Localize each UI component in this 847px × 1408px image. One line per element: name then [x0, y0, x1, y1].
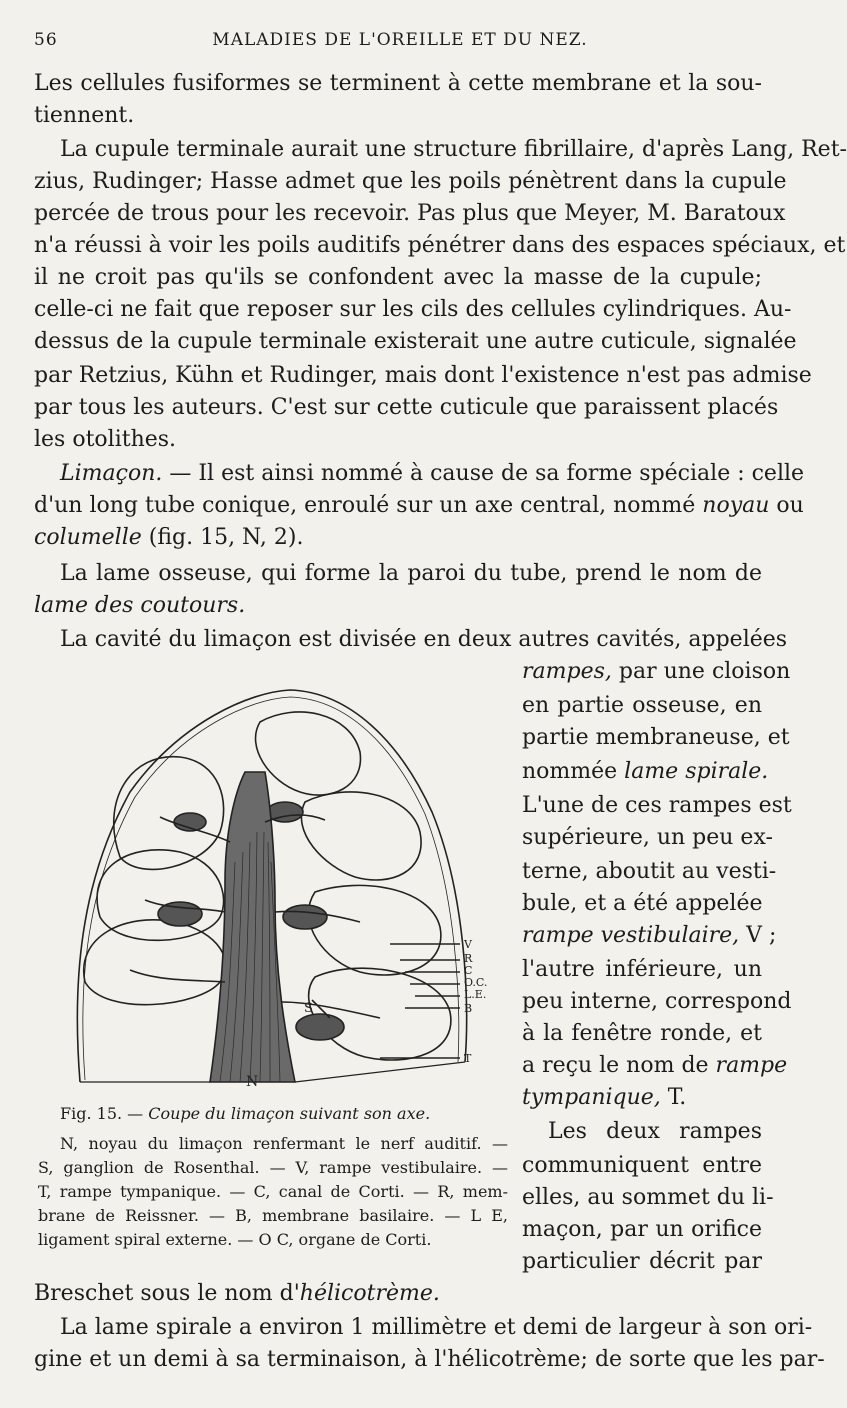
- text-line: terne, aboutit au vesti-: [522, 859, 777, 884]
- text-line: Les cellules fusiformes se terminent à cette membrane et la sou-: [34, 71, 762, 96]
- figure-number: Fig. 15. —: [60, 1104, 149, 1123]
- figure-title: Coupe du limaçon suivant son axe.: [148, 1104, 431, 1123]
- text-line: à la fenêtre ronde, et: [522, 1021, 762, 1046]
- text-line: [34, 522, 762, 554]
- page-header: [34, 30, 766, 54]
- label-le: L.E.: [464, 988, 487, 1001]
- text-line: bule, et a été appelée: [522, 891, 763, 916]
- cochlea-figure: [60, 682, 500, 1102]
- cochlea-section-illustration: [60, 682, 500, 1102]
- caption-line: brane de Reissner. — B, membrane basilaire. — L E,: [38, 1206, 508, 1225]
- text-line: par tous les auteurs. C'est sur cette cuticule que paraissent placés: [34, 395, 779, 420]
- label-s: S: [304, 1001, 313, 1016]
- text-line: La lame osseuse, qui forme la paroi du tube, prend le nom de: [60, 561, 762, 586]
- label-r: R: [464, 952, 473, 965]
- text-line: il ne croit pas qu'ils se confondent avec la masse de la cupule;: [34, 265, 762, 290]
- text-span: d'un long tube conique, enroulé sur un axe central, nommé: [34, 493, 703, 518]
- text-line: [522, 1050, 788, 1082]
- caption-line: S, ganglion de Rosenthal. — V, rampe vestibulaire. —: [38, 1158, 508, 1177]
- running-title: MALADIES DE L'OREILLE ET DU NEZ.: [212, 30, 588, 50]
- term-rampe-vestibulaire: rampe vestibulaire,: [522, 923, 740, 948]
- figure-caption-title: [38, 1102, 508, 1125]
- text-line: communiquent entre: [522, 1153, 762, 1178]
- label-v: V: [464, 938, 472, 951]
- text-span: V ;: [739, 923, 777, 948]
- text-line: supérieure, un peu ex-: [522, 825, 773, 850]
- text-line: celle-ci ne fait que reposer sur les cils des cellules cylindriques. Au-: [34, 297, 792, 322]
- text-line: maçon, par un orifice: [522, 1217, 762, 1242]
- term-lame-spirale: lame spirale.: [624, 759, 769, 784]
- term-rampes: rampes,: [522, 659, 612, 684]
- text-line: [522, 1082, 762, 1114]
- text-line: La cavité du limaçon est divisée en deux autres cavités, appelées: [60, 627, 788, 652]
- text-line: tiennent.: [34, 103, 135, 128]
- term-columelle: columelle: [34, 525, 142, 550]
- term-limacon: Limaçon.: [60, 461, 163, 486]
- label-b: B: [464, 1002, 473, 1015]
- term-tympanique: tympanique,: [522, 1085, 661, 1110]
- caption-line: ligament spiral externe. — O C, organe de Corti.: [38, 1230, 432, 1249]
- text-line: lame des coutours.: [34, 593, 246, 618]
- text-line: les otolithes.: [34, 427, 177, 452]
- text-span: T.: [660, 1085, 687, 1110]
- text-line: partie membraneuse, et: [522, 725, 790, 750]
- label-t: T: [464, 1052, 472, 1065]
- text-line: n'a réussi à voir les poils auditifs pénétrer dans des espaces spéciaux, et: [34, 233, 846, 258]
- text-line: [522, 920, 777, 952]
- text-line: dessus de la cupule terminale existerait une autre cuticule, signalée: [34, 329, 797, 354]
- label-oc: O.C.: [464, 976, 488, 989]
- text-line: zius, Rudinger; Hasse admet que les poils pénètrent dans la cupule: [34, 169, 787, 194]
- text-span: (fig. 15, N, 2).: [141, 525, 304, 550]
- text-span: nommée: [522, 759, 625, 784]
- caption-line: T, rampe tympanique. — C, canal de Corti. — R, mem-: [38, 1182, 508, 1201]
- text-span: — Il est ainsi nommé à cause de sa forme spéciale : celle: [162, 461, 805, 486]
- text-line: par Retzius, Kühn et Rudinger, mais dont l'existence n'est pas admise: [34, 363, 812, 388]
- text-span: par une cloison: [611, 659, 791, 684]
- text-span: a reçu le nom de: [522, 1053, 716, 1078]
- text-line: particulier décrit par: [522, 1249, 762, 1274]
- text-span: ou: [769, 493, 804, 518]
- term-helicotreme: hélicotrème.: [299, 1281, 440, 1306]
- text-line: en partie osseuse, en: [522, 693, 762, 718]
- label-c: C: [464, 964, 473, 977]
- text-line: La lame spirale a environ 1 millimètre et demi de largeur à son ori-: [60, 1315, 813, 1340]
- text-line: La cupule terminale aurait une structure fibrillaire, d'après Lang, Ret-: [60, 137, 847, 162]
- caption-line: N, noyau du limaçon renfermant le nerf auditif. —: [60, 1134, 508, 1153]
- text-line: [522, 756, 769, 788]
- text-line: [34, 1278, 762, 1310]
- page-number: 56: [34, 30, 58, 50]
- term-noyau: noyau: [702, 493, 770, 518]
- text-line: [34, 458, 805, 490]
- text-line: l'autre inférieure, un: [522, 957, 762, 982]
- term-rampe: rampe: [715, 1053, 788, 1078]
- text-line: L'une de ces rampes est: [522, 793, 792, 818]
- text-line: gine et un demi à sa terminaison, à l'hélicotrème; de sorte que les par-: [34, 1347, 825, 1372]
- text-line: peu interne, correspond: [522, 989, 792, 1014]
- text-line: [34, 490, 804, 522]
- text-line: elles, au sommet du li-: [522, 1185, 774, 1210]
- label-n: N: [246, 1074, 259, 1090]
- text-line: [522, 656, 791, 688]
- text-span: Breschet sous le nom d': [34, 1281, 300, 1306]
- text-line: percée de trous pour les recevoir. Pas plus que Meyer, M. Baratoux: [34, 201, 786, 226]
- text-line: Les deux rampes: [548, 1119, 762, 1144]
